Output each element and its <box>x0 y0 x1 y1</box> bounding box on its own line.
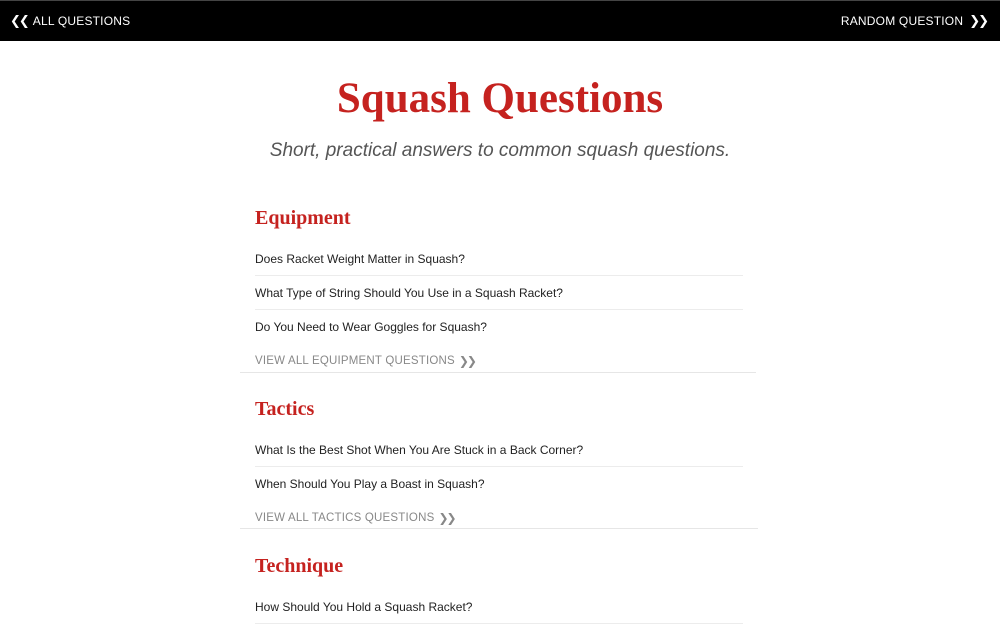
question-link[interactable]: What Is the Best Shot When You Are Stuck in a Back Corner? <box>255 433 743 467</box>
question-link[interactable]: Do You Need to Wear Goggles for Squash? <box>255 320 487 334</box>
top-nav-bar <box>0 0 1000 41</box>
random-question-label: RANDOM QUESTION <box>840 14 964 28</box>
view-all-tactics-label: VIEW ALL TACTICS QUESTIONS <box>255 512 435 524</box>
double-chevron-left-icon: ❮❮ <box>10 13 28 28</box>
double-chevron-right-icon: ❯❯ <box>458 354 475 368</box>
section-title-tactics: Tactics <box>255 398 315 420</box>
random-question-link[interactable] <box>841 14 987 28</box>
all-questions-link[interactable] <box>10 14 130 28</box>
double-chevron-right-icon: ❯❯ <box>438 511 455 525</box>
question-link[interactable]: Does Racket Weight Matter in Squash? <box>255 242 743 276</box>
double-chevron-right-icon: ❯❯ <box>969 13 987 28</box>
section-divider <box>240 528 758 529</box>
page-title: Squash Questions <box>336 75 664 122</box>
question-link[interactable]: When Should You Play a Boast in Squash? <box>255 477 485 491</box>
question-link[interactable]: What Type of String Should You Use in a Squash Racket? <box>255 276 743 310</box>
section-title-technique: Technique <box>255 555 344 577</box>
question-link[interactable]: How Should You Hold a Squash Racket? <box>255 590 743 624</box>
view-all-tactics-link[interactable] <box>255 512 455 524</box>
section-divider <box>240 372 756 373</box>
view-all-equipment-label: VIEW ALL EQUIPMENT QUESTIONS <box>255 355 455 367</box>
all-questions-label: ALL QUESTIONS <box>32 14 131 28</box>
page-subtitle: Short, practical answers to common squash questions. <box>269 140 731 161</box>
view-all-equipment-link[interactable] <box>255 355 475 367</box>
section-title-equipment: Equipment <box>255 207 351 229</box>
